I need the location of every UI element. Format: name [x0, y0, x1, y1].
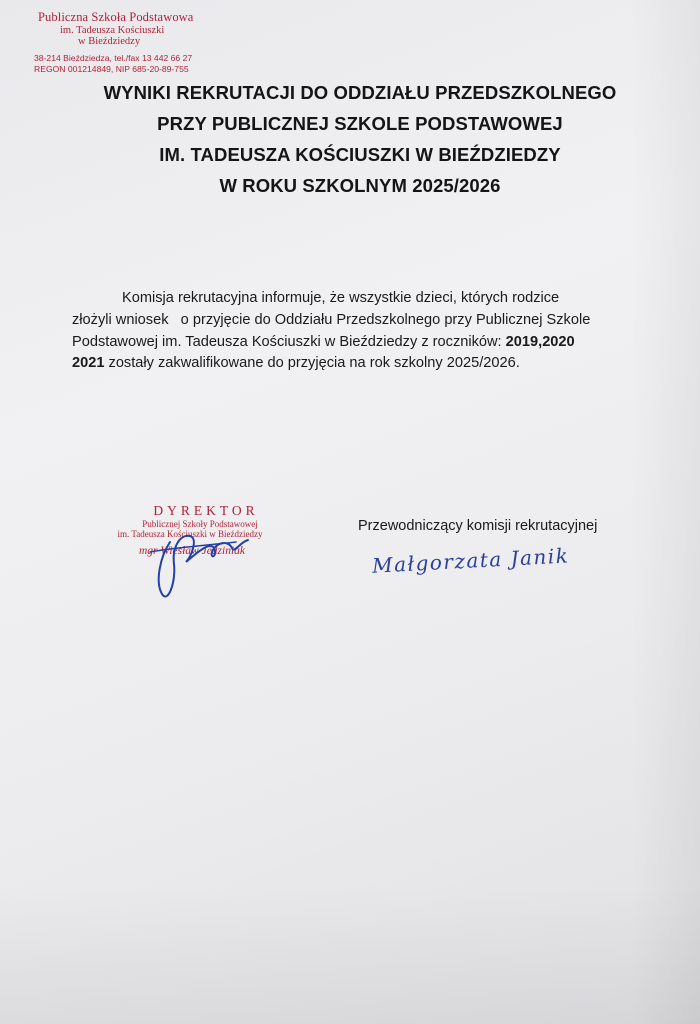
- director-title: DYREKTOR: [153, 503, 259, 518]
- director-signature: [140, 512, 260, 612]
- school-stamp-address: 38-214 Bieździedza, tel./fax 13 442 66 27: [34, 53, 193, 63]
- title-line-1: WYNIKI REKRUTACJI DO ODDZIAŁU PRZEDSZKOLNEGO: [103, 82, 617, 103]
- title-line-3: IM. TADEUSZA KOŚCIUSZKI W BIEŹDZIEDZY: [159, 144, 561, 165]
- paper-shadow-bottom: [0, 884, 700, 1024]
- body-line-2: złożyli wniosek o przyjęcie do Oddziału Przedszkolnego przy Publicznej Szkole: [72, 311, 591, 328]
- document-title: [40, 77, 680, 201]
- chair-label: Przewodniczący komisji rekrutacyjnej: [358, 518, 598, 534]
- school-stamp: [34, 10, 214, 74]
- school-stamp-patron: im. Tadeusza Kościuszki: [60, 25, 165, 36]
- school-stamp-ids: REGON 001214849, NIP 685-20-89-755: [34, 64, 189, 74]
- body-line-4-text: zostały zakwalifikowane do przyjęcia na rok szkolny 2025/2026.: [104, 355, 520, 372]
- body-line-3: [72, 332, 632, 354]
- title-line-2: PRZY PUBLICZNEJ SZKOLE PODSTAWOWEJ: [157, 113, 563, 134]
- school-stamp-name: Publiczna Szkoła Podstawowa: [38, 10, 194, 24]
- chair-signature: Małgorzata Janik: [371, 543, 570, 578]
- school-stamp-location: w Bieździedzy: [78, 36, 141, 47]
- announcement-body: [72, 288, 632, 375]
- body-line-3-text: Podstawowej im. Tadeusza Kościuszki w Bieździedzy z roczników:: [72, 333, 506, 350]
- body-years-2: 2021: [72, 355, 105, 372]
- title-line-4: W ROKU SZKOLNYM 2025/2026: [219, 175, 501, 196]
- director-patron: im. Tadeusza Kościuszki w Bieździedzy: [117, 529, 263, 539]
- director-school: Publicznej Szkoły Podstawowej: [142, 519, 258, 529]
- body-line-4: [72, 353, 632, 375]
- body-years-1: 2019,2020: [505, 333, 575, 350]
- director-name: mgr Wiesław Jedziniak: [138, 545, 246, 557]
- body-line-1: Komisja rekrutacyjna informuje, że wszystkie dzieci, których rodzice: [122, 290, 560, 306]
